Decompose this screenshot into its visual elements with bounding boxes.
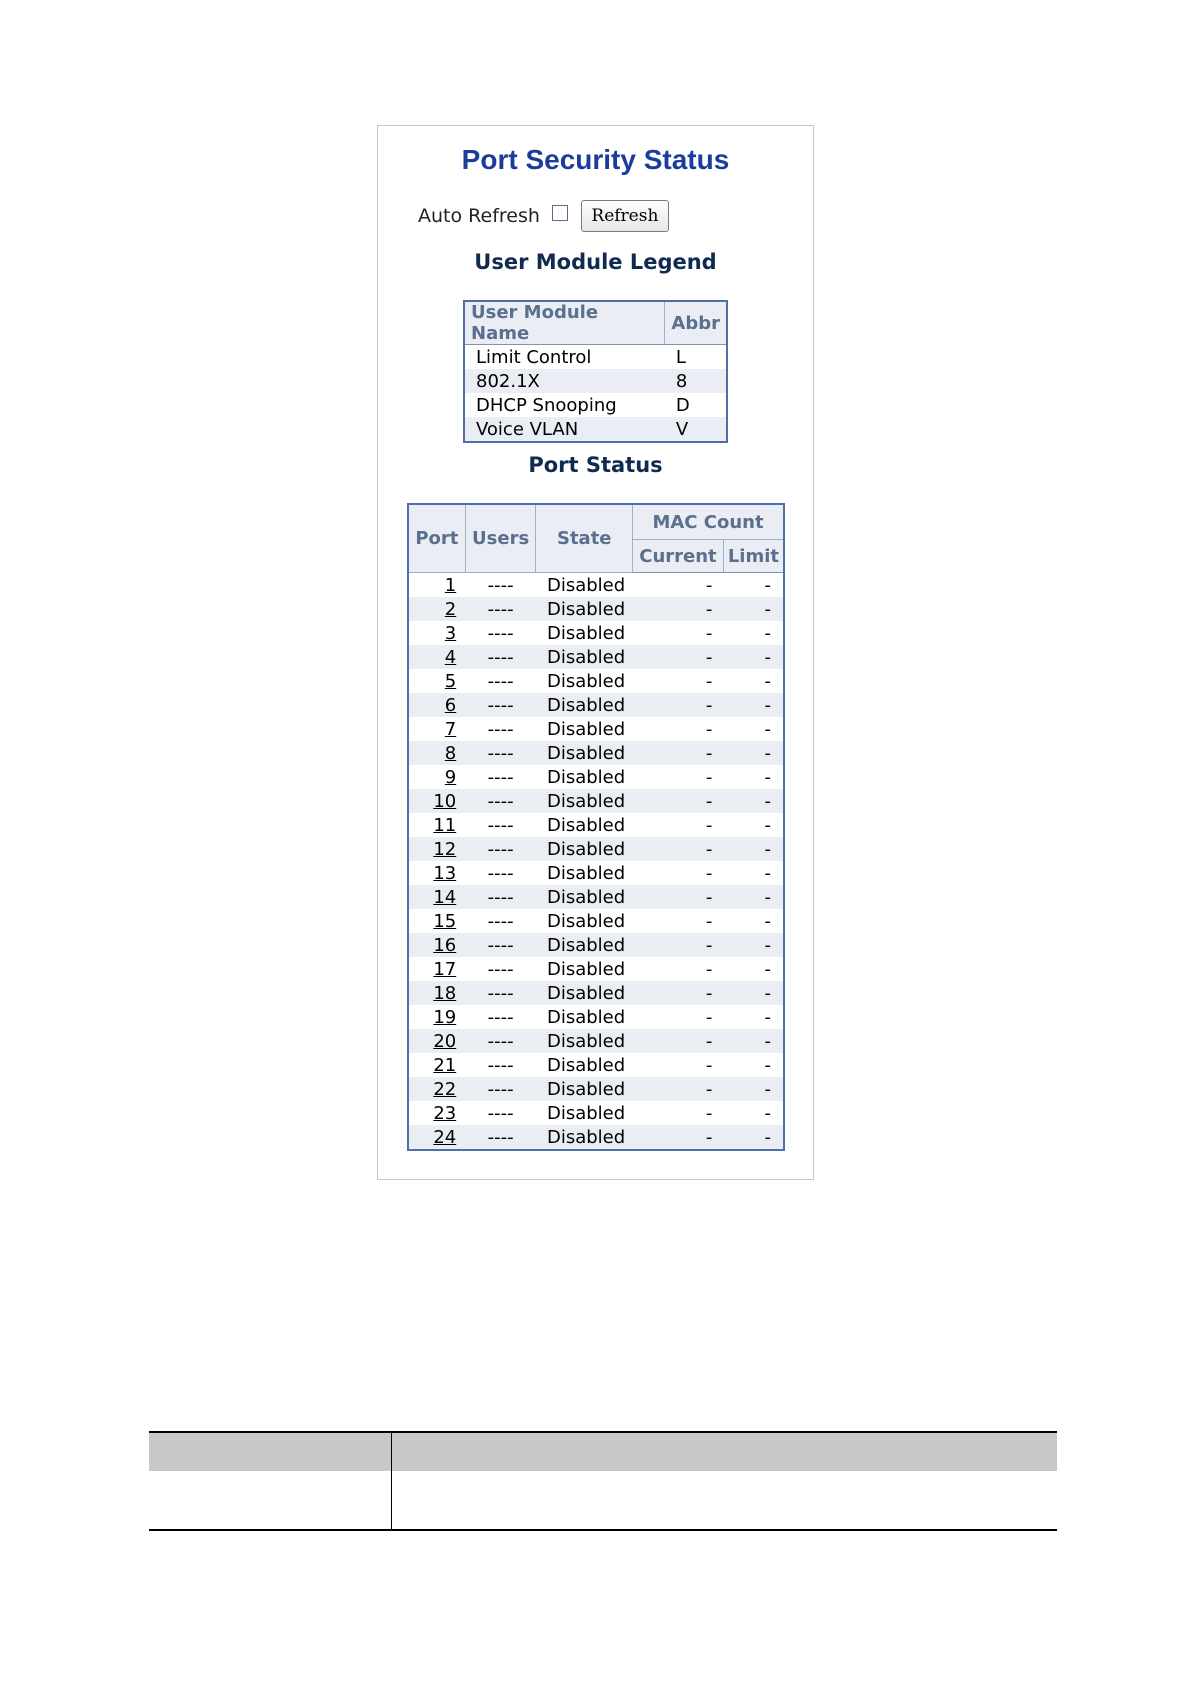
port-link[interactable]: 20 bbox=[433, 1030, 457, 1052]
port-cell bbox=[408, 1029, 465, 1053]
legend-module-name: DHCP Snooping bbox=[476, 394, 617, 416]
mac-count-limit: - bbox=[723, 885, 784, 909]
legend-title: User Module Legend bbox=[474, 250, 717, 274]
port-row bbox=[408, 645, 784, 669]
mac-count-current: - bbox=[633, 1125, 724, 1150]
port-state: Disabled bbox=[546, 670, 626, 692]
mac-count-limit: - bbox=[723, 597, 784, 621]
port-row bbox=[408, 621, 784, 645]
port-status-table bbox=[407, 503, 785, 1151]
port-link[interactable]: 14 bbox=[433, 886, 457, 908]
port-link[interactable]: 15 bbox=[433, 910, 457, 932]
port-state: Disabled bbox=[536, 837, 633, 861]
mac-count-current: - bbox=[633, 645, 724, 669]
port-security-status-panel bbox=[377, 125, 814, 1180]
port-link[interactable]: 23 bbox=[433, 1102, 457, 1124]
port-row bbox=[408, 741, 784, 765]
description-header-object bbox=[149, 1432, 392, 1471]
legend-module-abbr: L bbox=[675, 346, 686, 368]
user-module-legend-table bbox=[463, 300, 728, 443]
port-row bbox=[408, 765, 784, 789]
legend-module-name: Voice VLAN bbox=[464, 417, 665, 442]
mac-count-current: - bbox=[705, 958, 713, 980]
port-state: Disabled bbox=[536, 693, 633, 717]
legend-row bbox=[464, 369, 727, 393]
port-state: Disabled bbox=[546, 1054, 626, 1076]
mac-count-current: - bbox=[633, 1029, 724, 1053]
port-users: ---- bbox=[465, 645, 536, 669]
port-users: ---- bbox=[487, 862, 514, 884]
port-state: Disabled bbox=[546, 622, 626, 644]
port-cell bbox=[408, 789, 465, 813]
port-state: Disabled bbox=[536, 1029, 633, 1053]
port-cell bbox=[408, 1125, 465, 1150]
mac-count-current: - bbox=[633, 741, 724, 765]
mac-count-current: - bbox=[705, 1006, 713, 1028]
port-state: Disabled bbox=[546, 766, 626, 788]
port-row bbox=[408, 693, 784, 717]
port-row bbox=[408, 933, 784, 957]
port-state: Disabled bbox=[536, 741, 633, 765]
mac-count-limit: - bbox=[723, 645, 784, 669]
mac-count-limit: - bbox=[723, 1125, 784, 1150]
port-state: Disabled bbox=[536, 933, 633, 957]
header-limit: Limit bbox=[723, 540, 784, 573]
mac-count-limit: - bbox=[723, 693, 784, 717]
legend-row bbox=[464, 345, 727, 370]
port-link[interactable]: 3 bbox=[444, 622, 457, 644]
port-users: ---- bbox=[487, 622, 514, 644]
port-row bbox=[408, 717, 784, 741]
port-users: ---- bbox=[465, 1029, 536, 1053]
legend-header-name: User Module Name bbox=[464, 301, 665, 345]
port-users: ---- bbox=[487, 814, 514, 836]
port-state: Disabled bbox=[546, 862, 626, 884]
mac-count-current: - bbox=[705, 1054, 713, 1076]
port-row bbox=[408, 837, 784, 861]
header-current: Current bbox=[633, 540, 724, 573]
description-table bbox=[149, 1431, 1057, 1531]
port-row bbox=[408, 1029, 784, 1053]
mac-count-limit: - bbox=[723, 933, 784, 957]
port-cell bbox=[408, 693, 465, 717]
auto-refresh-label: Auto Refresh bbox=[418, 205, 540, 227]
port-link[interactable]: 12 bbox=[433, 838, 457, 860]
port-cell bbox=[408, 741, 465, 765]
mac-count-current: - bbox=[633, 837, 724, 861]
port-link[interactable]: 16 bbox=[433, 934, 457, 956]
mac-count-limit: - bbox=[764, 718, 771, 740]
port-row bbox=[408, 789, 784, 813]
port-state: Disabled bbox=[536, 1077, 633, 1101]
port-row bbox=[408, 1125, 784, 1150]
port-row bbox=[408, 597, 784, 621]
port-users: ---- bbox=[487, 574, 514, 596]
port-users: ---- bbox=[487, 766, 514, 788]
port-state: Disabled bbox=[536, 1125, 633, 1150]
port-users: ---- bbox=[465, 789, 536, 813]
mac-count-limit: - bbox=[764, 814, 771, 836]
port-users: ---- bbox=[487, 1102, 514, 1124]
mac-count-limit: - bbox=[764, 574, 771, 596]
mac-count-current: - bbox=[633, 885, 724, 909]
port-state: Disabled bbox=[536, 645, 633, 669]
legend-module-name: 802.1X bbox=[464, 369, 665, 393]
port-link[interactable]: 13 bbox=[433, 862, 457, 884]
mac-count-limit: - bbox=[764, 862, 771, 884]
port-users: ---- bbox=[487, 718, 514, 740]
port-cell bbox=[408, 717, 465, 741]
port-cell bbox=[408, 1077, 465, 1101]
page-title: Port Security Status bbox=[461, 144, 730, 175]
refresh-button[interactable]: Refresh bbox=[581, 200, 669, 232]
port-state: Disabled bbox=[546, 718, 626, 740]
mac-count-limit: - bbox=[723, 741, 784, 765]
legend-row bbox=[464, 417, 727, 442]
port-cell bbox=[408, 765, 465, 789]
port-users: ---- bbox=[465, 597, 536, 621]
port-cell bbox=[408, 981, 465, 1005]
description-cell-object bbox=[149, 1471, 392, 1530]
port-users: ---- bbox=[465, 741, 536, 765]
port-state: Disabled bbox=[546, 958, 626, 980]
mac-count-current: - bbox=[705, 862, 713, 884]
mac-count-current: - bbox=[705, 574, 713, 596]
mac-count-limit: - bbox=[723, 1029, 784, 1053]
mac-count-limit: - bbox=[764, 1054, 771, 1076]
port-row bbox=[408, 813, 784, 837]
port-users: ---- bbox=[465, 1077, 536, 1101]
port-row bbox=[408, 981, 784, 1005]
port-users: ---- bbox=[487, 958, 514, 980]
header-state: State bbox=[536, 504, 633, 573]
port-link[interactable]: 22 bbox=[433, 1078, 457, 1100]
mac-count-limit: - bbox=[764, 1006, 771, 1028]
port-cell bbox=[408, 957, 465, 981]
mac-count-current: - bbox=[705, 910, 713, 932]
port-users: ---- bbox=[465, 933, 536, 957]
port-link[interactable]: 9 bbox=[444, 766, 457, 788]
port-link[interactable]: 21 bbox=[433, 1054, 457, 1076]
port-link[interactable]: 24 bbox=[433, 1126, 457, 1148]
port-row bbox=[408, 861, 784, 885]
port-row bbox=[408, 885, 784, 909]
port-cell bbox=[408, 669, 465, 693]
mac-count-current: - bbox=[633, 597, 724, 621]
mac-count-current: - bbox=[705, 718, 713, 740]
port-state: Disabled bbox=[546, 1102, 626, 1124]
mac-count-limit: - bbox=[764, 910, 771, 932]
mac-count-current: - bbox=[705, 1102, 713, 1124]
legend-module-abbr: D bbox=[675, 394, 690, 416]
port-state: Disabled bbox=[546, 1006, 626, 1028]
mac-count-current: - bbox=[633, 1077, 724, 1101]
port-cell bbox=[408, 861, 465, 885]
legend-module-name: Limit Control bbox=[476, 346, 592, 368]
port-cell bbox=[408, 933, 465, 957]
port-link[interactable]: 5 bbox=[444, 670, 457, 692]
port-state: Disabled bbox=[536, 885, 633, 909]
port-cell bbox=[408, 885, 465, 909]
mac-count-current: - bbox=[705, 670, 713, 692]
mac-count-current: - bbox=[705, 622, 713, 644]
port-state: Disabled bbox=[546, 814, 626, 836]
port-users: ---- bbox=[465, 981, 536, 1005]
port-state: Disabled bbox=[536, 597, 633, 621]
header-port: Port bbox=[408, 504, 465, 573]
port-users: ---- bbox=[487, 1054, 514, 1076]
mac-count-current: - bbox=[633, 693, 724, 717]
mac-count-limit: - bbox=[764, 622, 771, 644]
port-row bbox=[408, 1053, 784, 1077]
mac-count-limit: - bbox=[764, 958, 771, 980]
legend-row bbox=[464, 393, 727, 417]
port-row bbox=[408, 669, 784, 693]
mac-count-limit: - bbox=[764, 670, 771, 692]
port-link[interactable]: 17 bbox=[433, 958, 457, 980]
port-row bbox=[408, 573, 784, 598]
port-cell bbox=[408, 597, 465, 621]
port-cell bbox=[408, 645, 465, 669]
port-link[interactable]: 1 bbox=[444, 574, 457, 596]
port-users: ---- bbox=[465, 1125, 536, 1150]
refresh-controls bbox=[418, 199, 669, 233]
port-row bbox=[408, 1077, 784, 1101]
port-users: ---- bbox=[465, 837, 536, 861]
legend-module-abbr: V bbox=[665, 417, 727, 442]
mac-count-limit: - bbox=[764, 1102, 771, 1124]
mac-count-current: - bbox=[633, 789, 724, 813]
port-users: ---- bbox=[465, 885, 536, 909]
port-state: Disabled bbox=[546, 910, 626, 932]
mac-count-current: - bbox=[633, 981, 724, 1005]
port-link[interactable]: 2 bbox=[444, 598, 457, 620]
port-cell bbox=[408, 1101, 465, 1125]
port-link[interactable]: 6 bbox=[444, 694, 457, 716]
port-row bbox=[408, 957, 784, 981]
mac-count-current: - bbox=[705, 766, 713, 788]
description-header-description bbox=[392, 1432, 1058, 1471]
legend-header-abbr: Abbr bbox=[665, 301, 727, 345]
port-users: ---- bbox=[487, 670, 514, 692]
port-users: ---- bbox=[487, 910, 514, 932]
mac-count-limit: - bbox=[723, 837, 784, 861]
port-row bbox=[408, 1101, 784, 1125]
port-link[interactable]: 18 bbox=[433, 982, 457, 1004]
port-status-title: Port Status bbox=[528, 453, 663, 477]
port-cell bbox=[408, 573, 465, 598]
port-cell bbox=[408, 621, 465, 645]
mac-count-limit: - bbox=[723, 789, 784, 813]
port-cell bbox=[408, 909, 465, 933]
auto-refresh-checkbox[interactable] bbox=[552, 205, 568, 221]
port-state: Disabled bbox=[546, 574, 626, 596]
mac-count-limit: - bbox=[723, 1077, 784, 1101]
header-users: Users bbox=[465, 504, 536, 573]
port-link[interactable]: 8 bbox=[444, 742, 457, 764]
port-link[interactable]: 4 bbox=[444, 646, 457, 668]
port-state: Disabled bbox=[536, 789, 633, 813]
port-link[interactable]: 19 bbox=[433, 1006, 457, 1028]
description-cell-description bbox=[392, 1471, 1058, 1530]
port-row bbox=[408, 1005, 784, 1029]
port-row bbox=[408, 909, 784, 933]
port-cell bbox=[408, 1053, 465, 1077]
header-mac-count: MAC Count bbox=[633, 504, 784, 540]
legend-module-abbr: 8 bbox=[665, 369, 727, 393]
port-users: ---- bbox=[465, 693, 536, 717]
port-users: ---- bbox=[487, 1006, 514, 1028]
port-cell bbox=[408, 813, 465, 837]
port-cell bbox=[408, 1005, 465, 1029]
mac-count-current: - bbox=[633, 933, 724, 957]
port-link[interactable]: 11 bbox=[433, 814, 457, 836]
mac-count-current: - bbox=[705, 814, 713, 836]
port-link[interactable]: 7 bbox=[444, 718, 457, 740]
mac-count-limit: - bbox=[723, 981, 784, 1005]
mac-count-limit: - bbox=[764, 766, 771, 788]
port-state: Disabled bbox=[536, 981, 633, 1005]
port-link[interactable]: 10 bbox=[433, 790, 457, 812]
port-cell bbox=[408, 837, 465, 861]
